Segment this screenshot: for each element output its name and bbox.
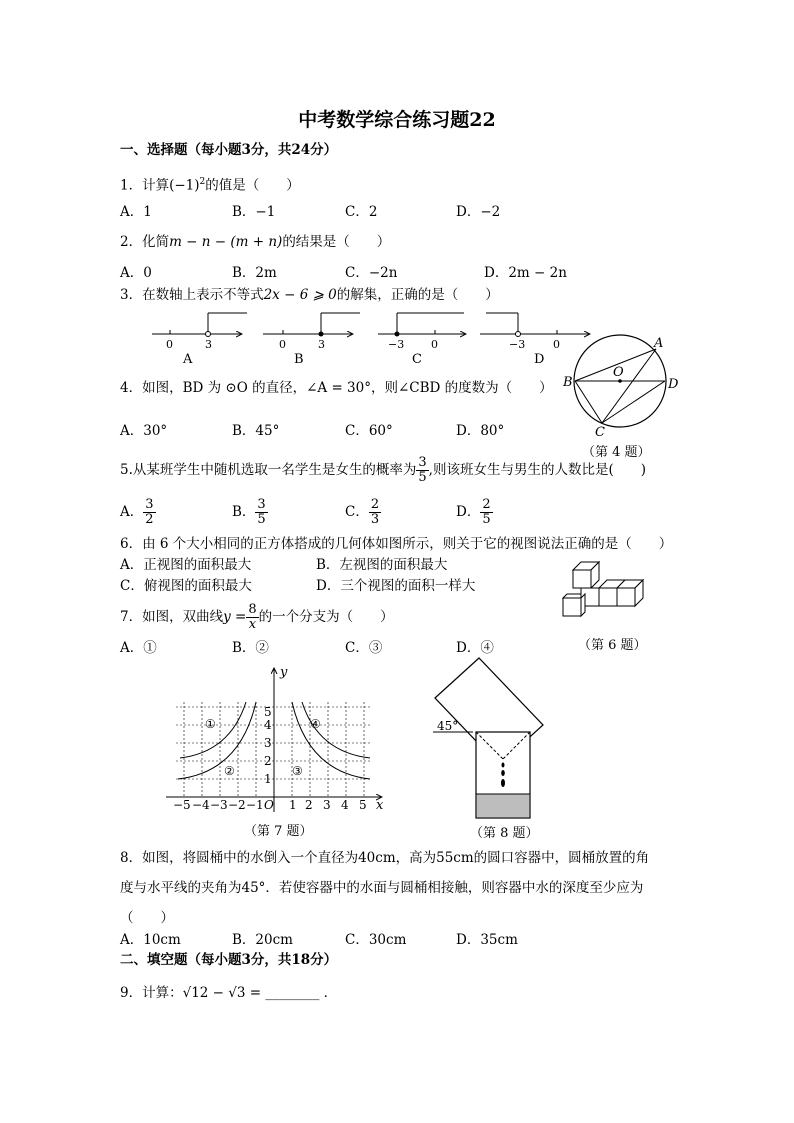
q7-lhs: y = [223,609,247,625]
q7-caption: （第 7 题） [244,824,313,839]
q2-prefix: 2．化简 [120,234,170,250]
q5-prefix: 5.从某班学生中随机选取一名学生是女生的概率为 [120,462,417,478]
question-8-line-2: 度与水平线的夹角为45°．若使容器中的水面与圆桶相接触，则容器中水的深度至少应为 [120,880,644,896]
question-2 [120,234,390,250]
q7-denominator: x [248,617,257,632]
q5-c-frac [369,498,381,527]
number-line-b [263,313,360,367]
question-8-line-1: 8．如图，将圆桶中的水倒入一个直径为40cm，高为55cm的圆口容器中，圆桶放置的角 [120,850,650,866]
q5-d-num: 2 [482,497,491,512]
q5-suffix: ,则该班女生与男生的人数比是( ) [428,462,646,478]
point-c-label: C [595,425,605,440]
line-d-tick-2: 0 [553,338,560,351]
question-6: 6．由 6 个大小相同的正方体搭成的几何体如图所示，则关于它的视图说法正确的是（ ） [120,536,673,552]
q3-prefix: 3．在数轴上表示不等式 [120,287,264,303]
branch-4-label: ④ [310,717,321,731]
q7-numerator: 8 [248,602,257,617]
y-tick-2: 2 [264,754,272,768]
q4-caption: （第 4 题） [582,445,651,460]
y-tick-4: 4 [264,718,272,732]
q5-b-label: B． [232,504,256,520]
section-heading-2: 二、填空题（每小题3分，共18分） [120,952,338,968]
x-tick-neg1: −1 [246,798,264,812]
question-1 [120,174,300,194]
q8-bucket-figure [425,655,555,825]
x-tick-1: 1 [289,798,297,812]
q1-suffix: 的值是（ ） [205,177,300,194]
q1-option-d: D．−2 [456,204,501,220]
section-heading-1: 一、选择题（每小题3分，共24分） [120,142,338,158]
q5-b-num: 3 [257,497,266,512]
q3-suffix: 的解集，正确的是（ ） [336,287,499,303]
q8-option-c: C．30cm [345,932,407,948]
x-tick-neg3: −3 [210,798,228,812]
q5-a-label: A． [120,504,144,520]
q5-a-num: 3 [145,497,154,512]
question-9: 9．计算：√12 − √3 = ________ ． [120,985,338,1001]
center-o-label: O [613,365,624,380]
line-b-tick-1: 0 [279,338,286,351]
question-3 [120,287,499,303]
q3-inequality: 2x − 6 ⩾ 0 [263,287,337,303]
q1-option-b: B．−1 [232,204,276,220]
q2-option-c: C．−2n [345,265,398,281]
x-tick-neg5: −5 [173,798,191,812]
q7-option-b: B．② [232,640,269,656]
x-tick-neg4: −4 [192,798,210,812]
q5-b-frac [255,498,267,527]
point-b-label: B [563,375,573,390]
x-tick-3: 3 [323,798,331,812]
q6-option-c: C．俯视图的面积最大 [120,578,252,594]
page-title: 中考数学综合练习题22 [298,109,496,131]
q7-option-c: C．③ [345,640,383,656]
q5-option-a [120,497,156,527]
q1-expression: (−1) [169,177,200,194]
x-tick-4: 4 [341,798,349,812]
x-axis-label: x [376,798,384,813]
q5-c-label: C． [345,504,369,520]
q1-exponent: 2 [199,177,206,187]
q5-c-den: 3 [370,512,380,527]
q2-option-d: D．2m − 2n [484,265,567,281]
q2-suffix: 的结果是（ ） [282,234,391,250]
question-5 [120,455,646,485]
q8-caption: （第 8 题） [470,826,539,841]
y-axis-label: y [280,665,288,680]
q6-option-b: B．左视图的面积最大 [316,557,448,573]
x-tick-neg2: −2 [228,798,246,812]
q5-fraction [416,456,428,485]
q8-option-d: D．35cm [456,932,518,948]
line-d-letter: D [534,352,545,367]
q5-c-num: 2 [370,497,380,512]
question-7 [120,602,394,632]
q7-option-a: A．① [120,640,157,656]
point-a-label: A [654,336,664,351]
q2-option-a: A．0 [120,265,152,281]
x-tick-2: 2 [305,798,313,812]
q5-option-b [232,497,268,527]
q2-option-b: B．2m [232,265,277,281]
q5-option-c [345,497,381,527]
line-a-letter: A [183,352,193,367]
question-8-line-3: （ ） [120,910,174,926]
question-4: 4．如图，BD 为 ⊙O 的直径，∠A = 30°，则∠CBD 的度数为（ ） [120,380,553,396]
q7-prefix: 7．如图，双曲线 [120,609,224,625]
branch-1-label: ① [205,717,216,731]
q5-numerator: 3 [418,455,427,470]
q1-prefix: 1．计算 [120,177,170,194]
q4-option-b: B．45° [232,423,280,439]
q5-a-den: 2 [145,512,154,527]
q8-option-a: A．10cm [120,932,181,948]
line-a-tick-2: 3 [205,338,212,351]
number-line-c [378,313,466,367]
line-b-letter: B [294,352,304,367]
q1-option-c: C．2 [345,204,378,220]
q4-option-d: D．80° [456,423,505,439]
line-d-tick-1: −3 [509,338,526,351]
q5-d-label: D． [456,504,481,520]
q7-fraction [246,603,258,632]
q4-option-c: C．60° [345,423,393,439]
q7-graph [160,662,400,822]
q5-d-frac [480,498,492,527]
q4-option-a: A．30° [120,423,168,439]
y-tick-1: 1 [264,772,272,786]
branch-2-label: ② [224,764,235,778]
q8-option-b: B．20cm [232,932,293,948]
line-a-tick-1: 0 [166,338,173,351]
y-tick-3: 3 [264,736,272,750]
q5-b-den: 5 [257,512,266,527]
q7-suffix: 的一个分支为（ ） [258,609,394,625]
q8-angle-label: 45° [437,719,459,733]
x-tick-5: 5 [359,798,367,812]
q5-d-den: 5 [482,512,491,527]
q1-option-a: A．1 [120,204,152,220]
q7-option-d: D．④ [456,640,494,656]
origin-label: O [264,798,274,812]
y-tick-5: 5 [264,705,272,719]
q3-number-lines [150,308,600,368]
point-d-label: D [668,377,679,392]
number-line-a [152,313,247,367]
q5-denominator: 5 [418,470,427,485]
q6-cubes-figure [556,560,656,620]
q5-option-d [456,497,493,527]
line-c-tick-1: −3 [388,338,405,351]
line-c-tick-2: 0 [431,338,438,351]
branch-3-label: ③ [292,764,303,778]
line-c-letter: C [412,352,422,367]
q6-option-a: A．正视图的面积最大 [120,557,252,573]
q5-a-frac [143,498,155,527]
q4-circle-figure [555,330,695,445]
q6-option-d: D．三个视图的面积一样大 [316,578,476,594]
q6-caption: （第 6 题） [578,638,647,653]
q2-expression: m − n − (m + n) [169,234,283,250]
line-b-tick-2: 3 [318,338,325,351]
